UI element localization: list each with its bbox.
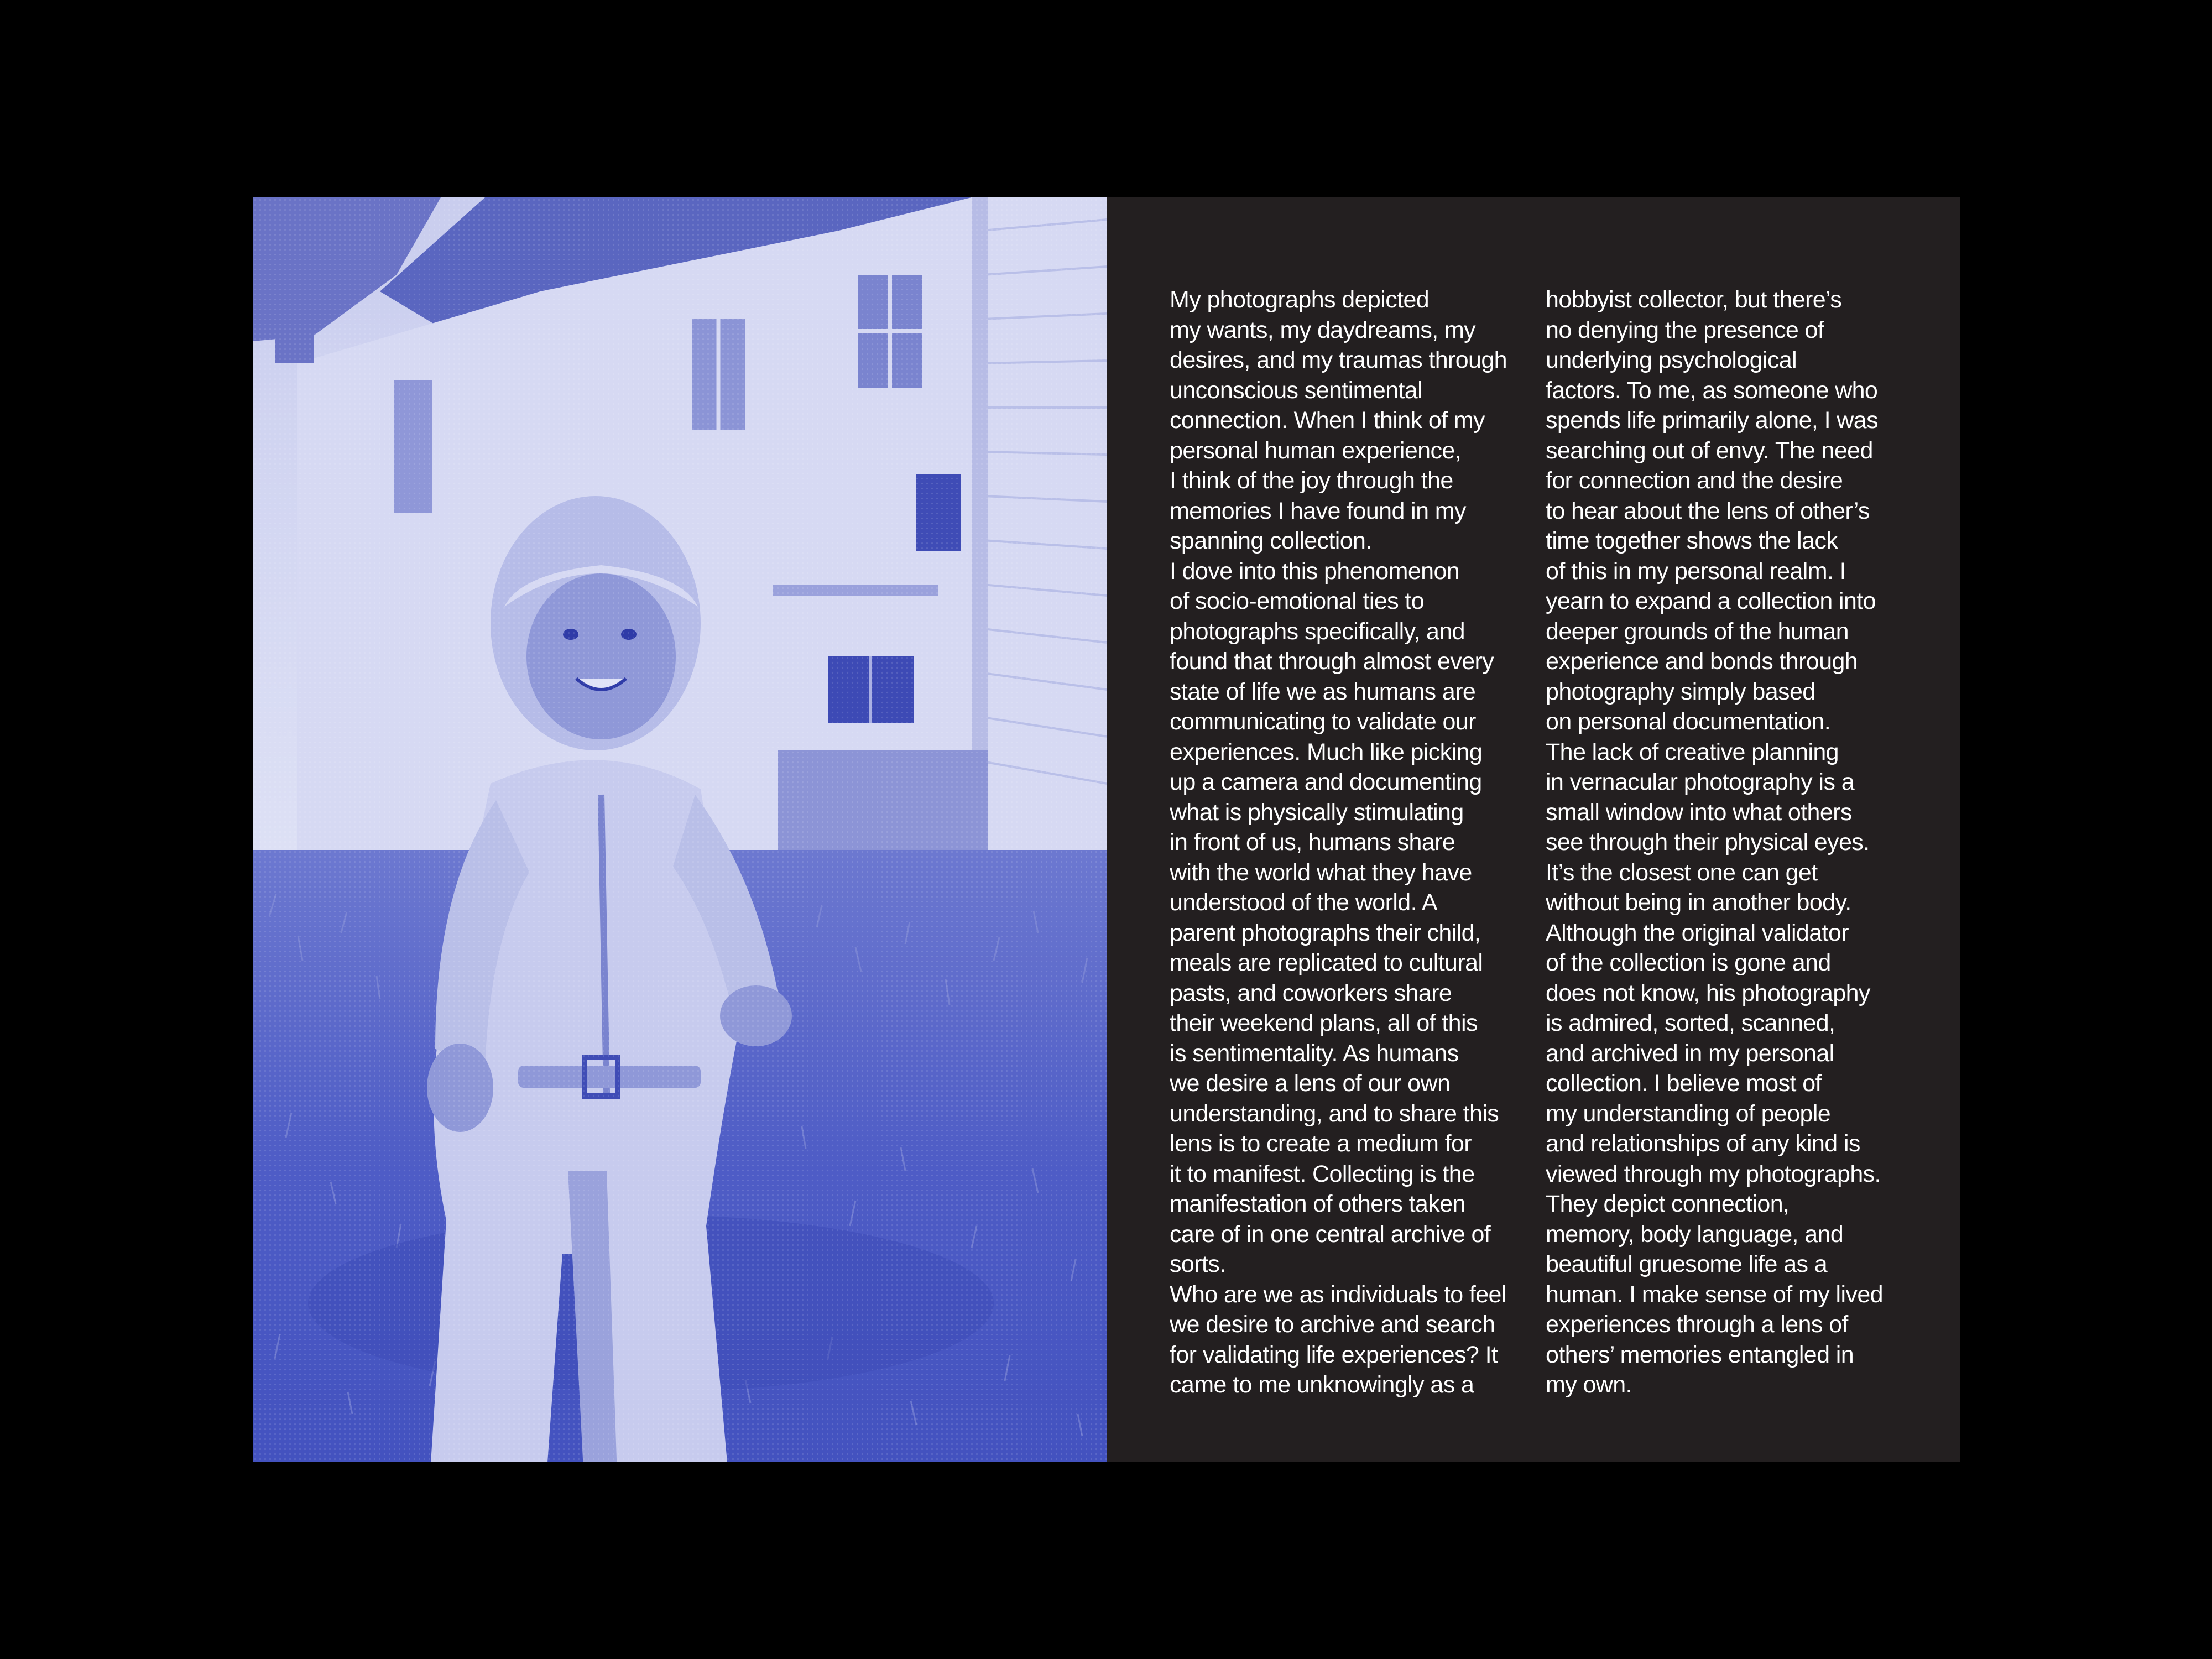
essay-line: state of life we as humans are [1170,678,1476,705]
essay-panel [1107,197,1960,1462]
essay-line: connection. When I think of my [1170,407,1485,434]
essay-line: photography simply based [1546,678,1815,705]
essay-line: found that through almost every [1170,648,1494,675]
essay-line: viewed through my photographs. [1546,1160,1881,1187]
essay-line: searching out of envy. The need [1546,437,1873,464]
essay-line: spanning collection. [1170,528,1372,554]
essay-line: of socio-emotional ties to [1170,588,1425,614]
essay-line: without being in another body. [1546,889,1851,916]
essay-line: The lack of creative planning [1546,738,1839,765]
essay-line: factors. To me, as someone who [1546,377,1878,404]
essay-line: Who are we as individuals to feel [1170,1281,1506,1308]
essay-line: care of in one central archive of [1170,1220,1491,1248]
essay-line: parent photographs their child, [1170,919,1481,946]
essay-line: lens is to create a medium for [1170,1130,1472,1157]
toddler-photo-illustration [253,197,1107,1462]
essay-line: underlying psychological [1546,347,1797,373]
essay-line: They depict connection, [1546,1191,1790,1217]
essay-line: does not know, his photography [1546,979,1870,1006]
essay-line: memory, body language, and [1546,1220,1844,1248]
essay-line: is sentimentality. As humans [1170,1040,1459,1067]
essay-line: to hear about the lens of other’s [1546,497,1870,524]
essay-line: small window into what others [1546,799,1852,826]
essay-line: experiences through a lens of [1546,1311,1848,1338]
essay-line: their weekend plans, all of this [1170,1010,1478,1036]
essay-line: on personal documentation. [1546,708,1831,735]
essay-line: spends life primarily alone, I was [1546,407,1878,434]
essay-line: unconscious sentimental [1170,377,1423,404]
essay-line: my own. [1546,1371,1632,1398]
essay-line: experience and bonds through [1546,648,1858,675]
essay-line: understood of the world. A [1170,889,1438,916]
essay-line: up a camera and documenting [1170,769,1482,795]
essay-line: pasts, and coworkers share [1170,979,1452,1006]
essay-line: understanding, and to share this [1170,1100,1499,1127]
essay-line: for connection and the desire [1546,467,1843,494]
essay-line: came to me unknowingly as a [1170,1371,1474,1398]
essay-line: of the collection is gone and [1546,950,1831,976]
essay-line: personal human experience, [1170,437,1462,464]
essay-line: Although the original validator [1546,919,1849,946]
essay-line: My photographs depicted [1170,286,1430,313]
halftone-texture [253,197,1107,1462]
essay-line: we desire to archive and search [1170,1311,1495,1338]
essay-line: others’ memories entangled in [1546,1341,1854,1368]
essay-line: I dove into this phenomenon [1170,557,1460,585]
essay-line: desires, and my traumas through [1170,347,1507,373]
essay-line: and archived in my personal [1546,1040,1834,1067]
essay-line: with the world what they have [1170,859,1472,886]
essay-line: communicating to validate our [1170,708,1476,735]
essay-line: sorts. [1170,1251,1226,1277]
essay-line: of this in my personal realm. I [1546,557,1846,585]
essay-line: see through their physical eyes. [1546,829,1870,855]
essay-line: and relationships of any kind is [1546,1130,1860,1157]
essay-line: manifestation of others taken [1170,1191,1465,1217]
essay-line: we desire a lens of our own [1170,1070,1451,1097]
essay-line: photographs specifically, and [1170,618,1465,645]
essay-column-left [1170,285,1524,1400]
essay-line: in front of us, humans share [1170,829,1455,855]
essay-line: hobbyist collector, but there’s [1546,286,1842,313]
essay-line: in vernacular photography is a [1546,769,1855,795]
essay-line: my understanding of people [1546,1100,1831,1127]
essay-line: deeper grounds of the human [1546,618,1849,645]
essay-line: is admired, sorted, scanned, [1546,1010,1835,1036]
essay-line: my wants, my daydreams, my [1170,316,1476,343]
essay-line: memories I have found in my [1170,497,1466,524]
book-spread [253,197,1960,1462]
essay-line: for validating life experiences? It [1170,1341,1498,1368]
toddler-photo [253,197,1107,1462]
essay-line: meals are replicated to cultural [1170,950,1483,976]
essay-line: human. I make sense of my lived [1546,1281,1883,1308]
essay-line: it to manifest. Collecting is the [1170,1160,1475,1187]
essay-line: no denying the presence of [1546,316,1824,343]
essay-line: beautiful gruesome life as a [1546,1251,1828,1277]
essay-column-right [1546,285,1900,1400]
essay-line: experiences. Much like picking [1170,738,1483,765]
essay-line: It’s the closest one can get [1546,859,1818,886]
essay-line: what is physically stimulating [1170,799,1464,826]
essay-line: time together shows the lack [1546,528,1838,554]
essay-line: I think of the joy through the [1170,467,1453,494]
essay-line: collection. I believe most of [1546,1070,1822,1097]
essay-line: yearn to expand a collection into [1546,588,1876,614]
